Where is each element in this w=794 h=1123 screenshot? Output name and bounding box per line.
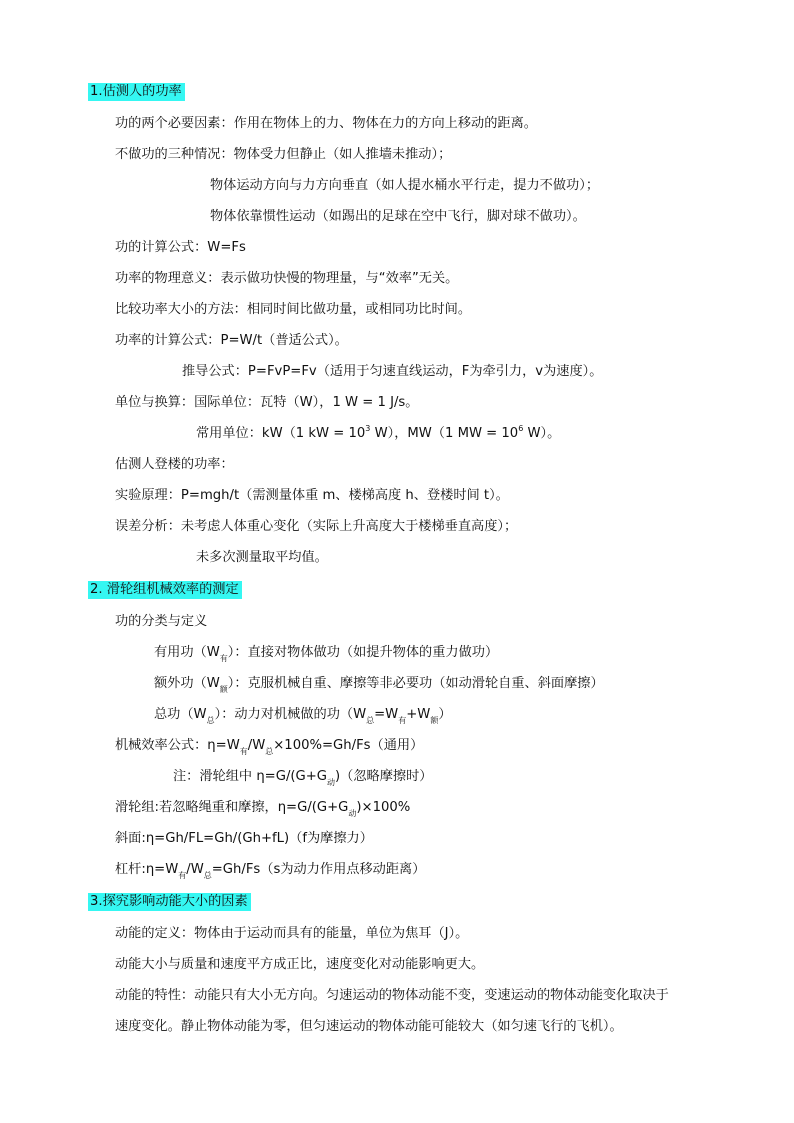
subscript: 有 [239, 747, 248, 756]
text-span: ×100%=Gh/Fs（通用） [273, 738, 424, 753]
superscript: 6 [518, 424, 524, 433]
text-line [115, 861, 425, 879]
text-line: 功率的计算公式：P=W/t（普适公式）。 [115, 333, 348, 348]
text-line: 未多次测量取平均值。 [196, 550, 328, 565]
text-span: W），MW（1 MW = 10 [370, 426, 519, 441]
subscript: 有 [398, 716, 407, 725]
text-span: 有用功（W [154, 645, 220, 660]
text-line: 动能大小与质量和速度平方成正比，速度变化对动能影响更大。 [115, 957, 485, 972]
text-span: 总功（W [154, 707, 207, 722]
subscript: 额 [430, 716, 439, 725]
text-line: 速度变化。静止物体动能为零，但匀速运动的物体动能可能较大（如匀速飞行的飞机）。 [115, 1019, 623, 1034]
text-line: 不做功的三种情况：物体受力但静止（如人推墙未推动）； [115, 147, 452, 162]
text-line [173, 768, 433, 786]
section-heading-2: 2. 滑轮组机械效率的测定 [88, 581, 242, 599]
text-span: /W [247, 738, 266, 753]
text-line: 动能的特性：动能只有大小无方向。匀速运动的物体动能不变，变速运动的物体动能变化取决于 [115, 988, 669, 1003]
text-line [154, 675, 604, 693]
subscript: 有 [178, 871, 187, 880]
text-line: 功的两个必要因素：作用在物体上的力、物体在力的方向上移动的距离。 [115, 116, 537, 131]
section-heading-1: 1.估测人的功率 [88, 83, 185, 101]
text-span: W）。 [523, 426, 561, 441]
subscript: 动 [327, 778, 336, 787]
text-span: ）：动力对机械做的功（W [214, 707, 367, 722]
subscript: 总 [203, 871, 212, 880]
text-line: 比较功率大小的方法：相同时间比做功量，或相同功比时间。 [115, 302, 472, 317]
text-span: ）：克服机械自重、摩擦等非必要功（如动滑轮自重、斜面摩擦） [227, 676, 604, 691]
subscript: 动 [348, 809, 357, 818]
text-line: 功率的物理意义：表示做功快慢的物理量，与“效率”无关。 [115, 271, 459, 286]
superscript: 3 [365, 424, 371, 433]
subscript: 总 [366, 716, 375, 725]
text-span: 机械效率公式：η=W [115, 738, 240, 753]
section-heading-3: 3.探究影响动能大小的因素 [88, 893, 251, 911]
subscript: 总 [265, 747, 274, 756]
text-span: )（忽略摩擦时） [335, 769, 433, 784]
text-line [115, 737, 423, 755]
text-line: 误差分析：未考虑人体重心变化（实际上升高度大于楼梯垂直高度）； [115, 519, 518, 534]
subscript: 总 [206, 716, 215, 725]
text-span: +W [406, 707, 431, 722]
text-span: =Gh/Fs（s为动力作用点移动距离） [211, 862, 426, 877]
text-line: 实验原理：P=mgh/t（需测量体重 m、楼梯高度 h、登楼时间 t）。 [115, 488, 509, 503]
text-span: ） [438, 707, 452, 722]
text-line [154, 644, 498, 662]
text-span: 常用单位：kW（1 kW = 10 [196, 426, 366, 441]
text-line: 估测人登楼的功率： [115, 457, 234, 472]
text-line: 动能的定义：物体由于运动而具有的能量，单位为焦耳（J）。 [115, 926, 469, 941]
text-span: ）：直接对物体做功（如提升物体的重力做功） [227, 645, 499, 660]
text-line: 推导公式：P=FvP=Fv（适用于匀速直线运动，F为牵引力，v为速度）。 [182, 364, 603, 379]
text-line: 物体依靠惯性运动（如踢出的足球在空中飞行，脚对球不做功）。 [210, 209, 586, 224]
subscript: 有 [219, 654, 228, 663]
text-span: )×100% [356, 800, 411, 815]
text-line: 单位与换算：国际单位：瓦特（W），1 W = 1 J/s。 [115, 395, 419, 410]
text-span: =W [374, 707, 399, 722]
text-span: 注：滑轮组中 η=G/(G+G [173, 769, 328, 784]
text-span: /W [186, 862, 204, 877]
text-line: 斜面:η=Gh/FL=Gh/(Gh+fL)（f为摩擦力） [115, 831, 373, 846]
subscript: 额 [219, 685, 228, 694]
text-line [196, 425, 560, 443]
text-line [154, 706, 452, 724]
text-span: 滑轮组:若忽略绳重和摩擦，η=G/(G+G [115, 800, 349, 815]
text-span: 额外功（W [154, 676, 220, 691]
text-span: 杠杆:η=W [115, 862, 179, 877]
text-line: 功的分类与定义 [115, 614, 208, 629]
text-line: 物体运动方向与力方向垂直（如人提水桶水平行走，提力不做功）； [210, 178, 600, 193]
text-line [115, 799, 410, 817]
text-line: 功的计算公式：W=Fs [115, 240, 246, 255]
